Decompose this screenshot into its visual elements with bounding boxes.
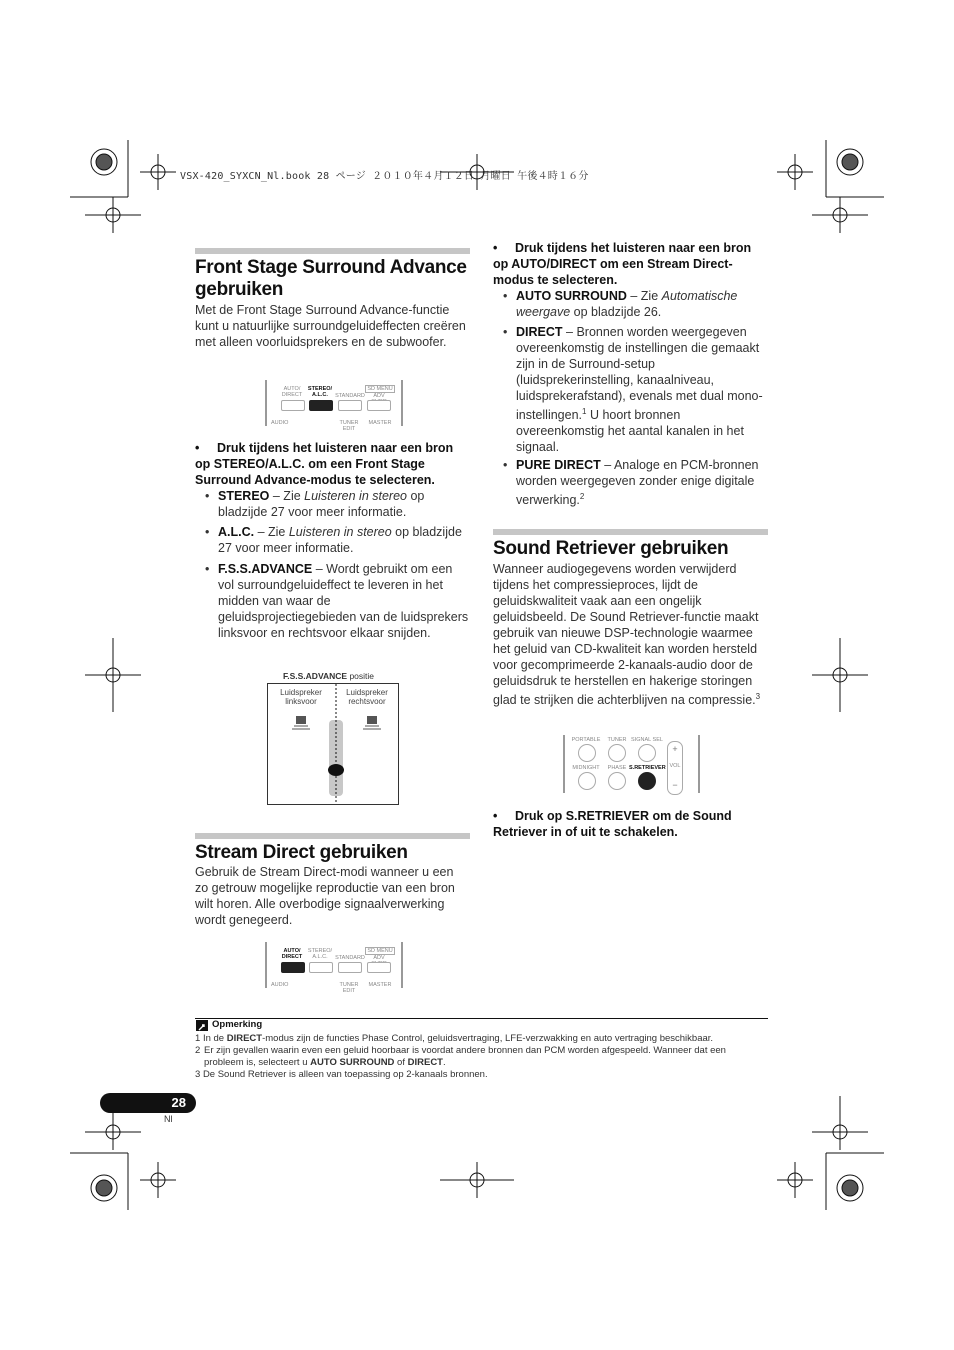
section-divider (195, 833, 470, 839)
stream-instruction: • Druk tijdens het luisteren naar een bron op AUTO/DIRECT om een Stream Direct-modus te selecteren. (493, 241, 752, 287)
left-speaker-icon (292, 716, 310, 729)
section-title-fss: Front Stage Surround Advance gebruiken (195, 257, 467, 300)
fss-item-stereo: • STEREO – Zie Luisteren in stereo op bladzijde 27 voor meer informatie. (205, 489, 425, 519)
remote-panel-retriever (563, 735, 700, 793)
portable-button[interactable] (578, 744, 596, 762)
notes-heading: Opmerking (212, 1019, 263, 1030)
fss-item-advance: • F.S.S.ADVANCE – Wordt gebruikt om een vol surroundgeluideffect te leveren in het midden van waar de geluidsprojectiegebieden van de luidsprekers linksvoor en rechtsvoor elkaar snijden. (205, 562, 469, 640)
audio-label: AUDIO (271, 420, 289, 426)
standard-button[interactable] (338, 962, 362, 973)
retriever-intro: Wanneer audiogegevens worden verwijderd tijdens het compressieproces, lijdt de geluidskwaliteit vaak aan een ongelijk geluidsbeeld. De Sound Retriever-functie maakt gebruik van nieuwe DSP-technologie waarmee het geluid van CD-kwaliteit kan worden hersteld voor gecomprimeerde 2-kanaals-audio door de geluidsdruk te herstellen en hakerige storingen glad te strijken die achterblijven na compressie.$^3$ (493, 562, 761, 708)
adv-surr-button[interactable] (367, 400, 391, 411)
adv-surr-button[interactable] (367, 962, 391, 973)
standard-label: STANDARD (335, 393, 365, 399)
fss-intro: Met de Front Stage Surround Advance-functie kunt u natuurlijke surroundgeluideffecten creëren met alleen voorluidsprekers en de subwoofer. (195, 303, 466, 349)
auto-direct-button[interactable] (281, 962, 305, 973)
standard-label: STANDARD (335, 955, 365, 961)
sd-menu-label: SD MENU (365, 385, 395, 393)
signal-sel-label: SIGNAL SEL (631, 737, 663, 743)
tuner-label: TUNER (607, 737, 627, 743)
stream-item-direct: • DIRECT – Bronnen worden weergegeven overeenkomstig de instellingen die gemaakt zijn in de Surround-setup (luidsprekerinstelling, kanaalniveau, luidsprekerafstand), evenals met dual mono-instellingen.$^1$ U hoort bronnen overeenkomstig het aantal kanalen in het signaal. (503, 325, 763, 455)
note-icon (196, 1020, 208, 1031)
master-label: MASTER (368, 420, 392, 426)
midnight-button[interactable] (578, 772, 596, 790)
remote-panel-direct (265, 942, 403, 994)
volume-rocker[interactable] (667, 741, 683, 795)
stream-intro: Gebruik de Stream Direct-modi wanneer u een zo getrouw mogelijke reproductie van een bron wilt horen. Alle overbodige signaalverwerking wordt genegeerd. (195, 865, 455, 927)
left-speaker-label: Luidspreker linksvoor (280, 688, 322, 706)
right-speaker-icon (363, 716, 381, 729)
volume-up-icon[interactable]: + (672, 744, 678, 754)
stream-item-pure-direct: • PURE DIRECT – Analoge en PCM-bronnen worden weergegeven zonder enige digitale verwerking.$^2$ (503, 458, 759, 508)
adv-surr-label: ADV (373, 393, 385, 399)
stereo-alc-button[interactable] (309, 400, 333, 411)
sd-menu-label: SD MENU (365, 947, 395, 955)
section-divider (493, 529, 768, 535)
volume-down-icon[interactable]: − (672, 780, 678, 790)
right-speaker-label: Luidspreker rechtsvoor (346, 688, 388, 706)
s-retriever-button[interactable] (638, 772, 656, 790)
stream-item-auto-surround: • AUTO SURROUND – Zie Automatische weergave op bladzijde 26. (503, 289, 738, 319)
note-3: 3 De Sound Retriever is alleen van toepassing op 2-kanaals bronnen. (195, 1069, 488, 1080)
file-stamp: VSX-420_SYXCN_Nl.book 28 ページ ２０１０年４月１２日 月曜日 午後４時１６分 (180, 171, 589, 182)
tuner-edit-label: TUNER EDIT (339, 982, 359, 994)
master-label: MASTER (368, 982, 392, 988)
listener-head-icon (328, 764, 344, 776)
fss-item-alc: • A.L.C. – Zie Luisteren in stereo op bladzijde 27 voor meer informatie. (205, 525, 462, 555)
audio-label: AUDIO (271, 982, 289, 988)
signal-sel-button[interactable] (638, 744, 656, 762)
page-number: 28 (100, 1093, 196, 1113)
section-title-retriever: Sound Retriever gebruiken (493, 538, 729, 559)
notes-rule (195, 1018, 768, 1019)
adv-surr-label: ADV (373, 955, 385, 961)
language-code: Nl (164, 1114, 173, 1124)
stereo-alc-label: STEREO/ A.L.C. (307, 948, 333, 960)
fss-diagram-caption: F.S.S.ADVANCE positie (283, 671, 375, 681)
vol-label: VOL (669, 763, 681, 769)
s-retriever-label: S.RETRIEVER (629, 765, 666, 771)
auto-direct-label: AUTO/ DIRECT (281, 386, 303, 398)
fss-diagram (267, 683, 399, 805)
tuner-edit-label: TUNER EDIT (339, 420, 359, 432)
phase-label: PHASE (607, 765, 627, 771)
section-divider (195, 248, 470, 254)
retriever-instruction: • Druk op S.RETRIEVER om de Sound Retriever in of uit te schakelen. (493, 809, 732, 839)
portable-label: PORTABLE (571, 737, 601, 743)
phase-button[interactable] (608, 772, 626, 790)
standard-button[interactable] (338, 400, 362, 411)
stereo-alc-button[interactable] (309, 962, 333, 973)
stereo-alc-label: STEREO/ A.L.C. (307, 386, 333, 398)
remote-panel-stereo (265, 380, 403, 432)
note-2: 2 Er zijn gevallen waarin even een geluid hoorbaar is voordat andere bronnen dan PCM worden afgespeeld. Wanneer dat een probleem is, selecteert u AUTO SURROUND of DIRECT. (195, 1045, 726, 1068)
auto-direct-label: AUTO/ DIRECT (281, 948, 303, 960)
midnight-label: MIDNIGHT (572, 765, 600, 771)
fss-diagram-graphic (268, 684, 398, 804)
tuner-button[interactable] (608, 744, 626, 762)
note-1: 1 In de DIRECT-modus zijn de functies Phase Control, geluidsvertraging, LFE-verzwakking en auto vertraging beschikbaar. (195, 1033, 714, 1044)
auto-direct-button[interactable] (281, 400, 305, 411)
fss-instruction: • Druk tijdens het luisteren naar een bron op STEREO/A.L.C. om een Front Stage Surround Advance-modus te selecteren. (195, 441, 454, 487)
section-title-stream: Stream Direct gebruiken (195, 842, 408, 863)
